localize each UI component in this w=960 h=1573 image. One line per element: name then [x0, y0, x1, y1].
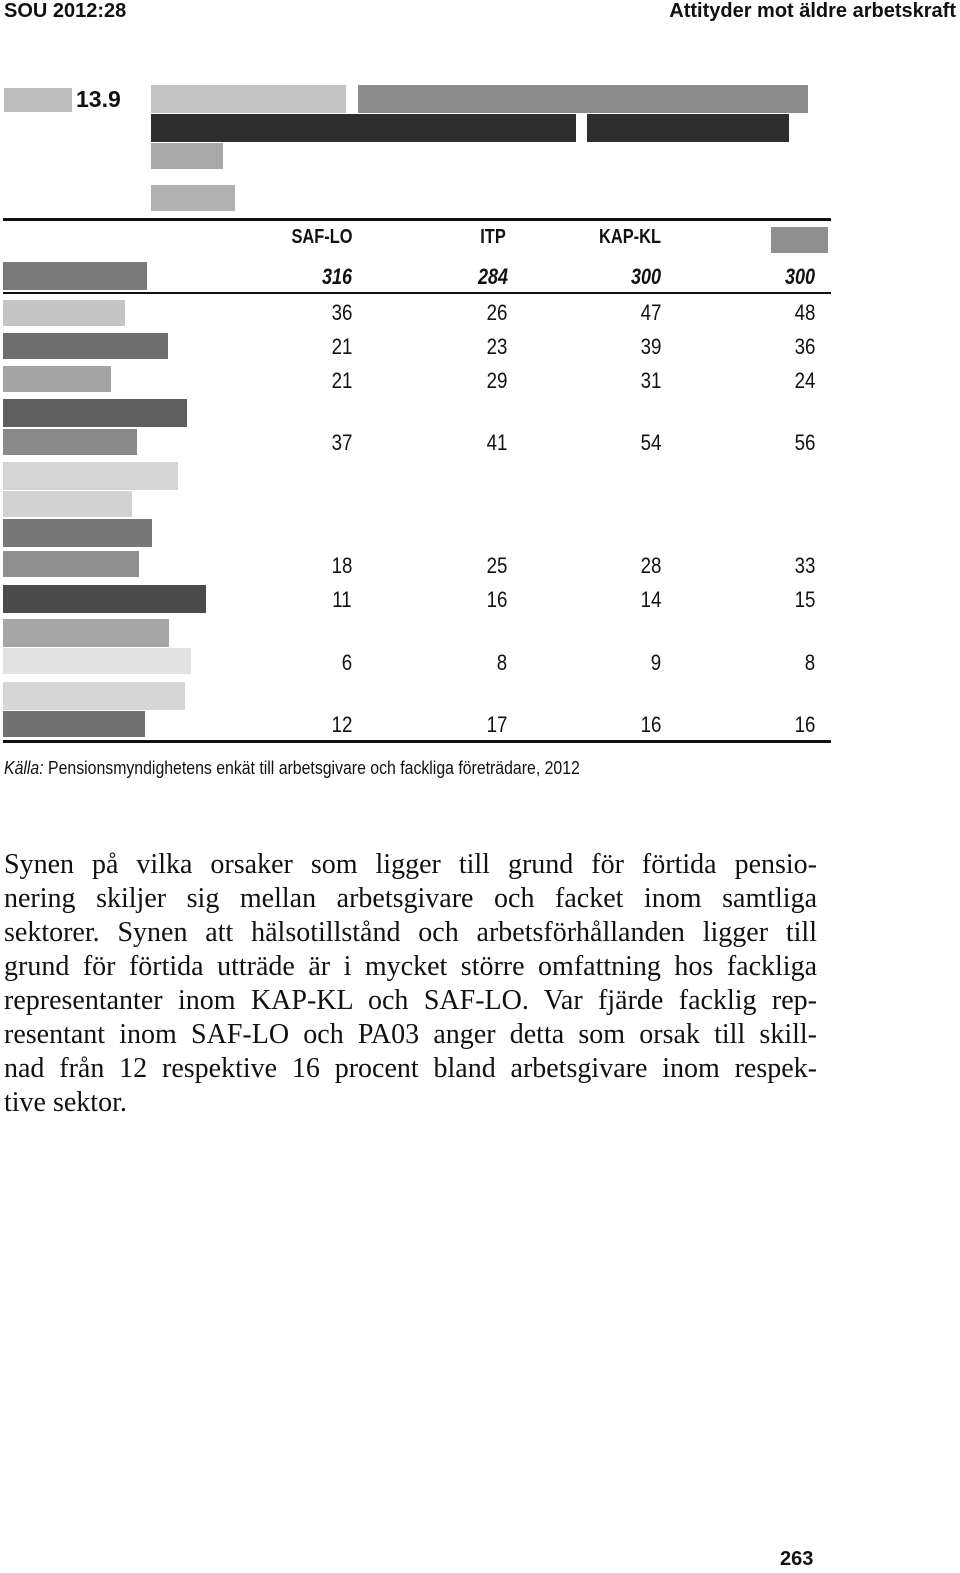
redacted-row-label-5d [3, 551, 139, 577]
n-value-col-4: 300 [784, 264, 816, 289]
redacted-title-line-2 [151, 114, 576, 142]
cell-value: 37 [331, 430, 353, 455]
header-rule [3, 292, 831, 294]
source-label: Källa: [4, 758, 44, 778]
redacted-row-label-5c [3, 519, 152, 547]
redacted-subtitle [151, 185, 235, 211]
cell-value: 15 [794, 587, 816, 612]
n-value-itp: 284 [477, 264, 509, 289]
source-text: Pensionsmyndighetens enkät till arbetsgivare och fackliga företrädare, 2012 [43, 758, 580, 778]
cell-value: 11 [332, 587, 352, 612]
cell-value: 14 [640, 587, 662, 612]
table-source-note [4, 758, 580, 779]
cell-value: 21 [331, 334, 353, 359]
cell-value: 12 [331, 712, 353, 737]
cell-value: 23 [486, 334, 508, 359]
cell-value: 56 [794, 430, 816, 455]
redacted-row-label-8b [3, 711, 145, 737]
table-top-rule [3, 218, 831, 221]
cell-value: 33 [794, 553, 816, 578]
column-header-kap-kl: KAP-KL [599, 226, 661, 248]
cell-value: 24 [794, 368, 816, 393]
running-header-right: Attityder mot äldre arbetskraft [669, 0, 956, 22]
redacted-row-label-5a [3, 462, 178, 490]
cell-value: 16 [640, 712, 662, 737]
redacted-title-line-3 [151, 143, 223, 169]
cell-value: 21 [331, 368, 353, 393]
redacted-row-label-6 [3, 585, 206, 613]
column-header-itp: ITP [480, 226, 506, 248]
cell-value: 17 [486, 712, 508, 737]
redacted-row-label-7b [3, 648, 191, 674]
redacted-row-label-7a [3, 619, 169, 647]
cell-value: 26 [486, 300, 508, 325]
n-value-saf-lo: 316 [321, 264, 353, 289]
body-line: Synen på vilka orsaker som ligger till grund för förtida pensio- [4, 849, 817, 880]
body-line: tive sektor. [4, 1087, 127, 1118]
n-value-kap-kl: 300 [630, 264, 662, 289]
column-header-saf-lo: SAF-LO [291, 226, 353, 248]
cell-value: 8 [804, 650, 816, 675]
cell-value: 47 [640, 300, 662, 325]
redacted-column-header-4 [771, 227, 828, 253]
cell-value: 36 [794, 334, 816, 359]
cell-value: 6 [341, 650, 353, 675]
cell-value: 25 [486, 553, 508, 578]
body-paragraph [4, 848, 817, 1120]
cell-value: 29 [486, 368, 508, 393]
body-line: nering skiljer sig mellan arbetsgivare och facket inom samtliga [4, 883, 817, 914]
redacted-row-label-2 [3, 333, 168, 359]
cell-value: 31 [640, 368, 662, 393]
running-header-left: SOU 2012:28 [4, 0, 127, 22]
redacted-title-line-2b [587, 114, 789, 142]
cell-value: 8 [496, 650, 508, 675]
body-line: nad från 12 respektive 16 procent bland arbetsgivare inom respek- [4, 1053, 817, 1084]
cell-value: 54 [640, 430, 662, 455]
cell-value: 18 [331, 553, 353, 578]
cell-value: 28 [640, 553, 662, 578]
redacted-row-label-4b [3, 429, 137, 455]
redacted-row-label-8a [3, 682, 185, 710]
redacted-title-line-1 [151, 85, 346, 113]
page-number: 263 [780, 1548, 814, 1570]
redacted-row-label-4a [3, 399, 187, 427]
cell-value: 36 [331, 300, 353, 325]
redacted-row-label-1 [3, 300, 125, 326]
cell-value: 39 [640, 334, 662, 359]
body-line: grund för förtida utträde är i mycket större omfattning hos fackliga [4, 951, 817, 982]
cell-value: 48 [794, 300, 816, 325]
body-line: resentant inom SAF-LO och PA03 anger detta som orsak till skill- [4, 1019, 817, 1050]
cell-value: 9 [650, 650, 662, 675]
table-number: 13.9 [76, 86, 121, 112]
redacted-row-label-5b [3, 491, 132, 517]
redacted-table-label [4, 88, 72, 112]
body-line: representanter inom KAP-KL och SAF-LO. Var fjärde facklig rep- [4, 985, 817, 1016]
table-bottom-rule [3, 740, 831, 743]
cell-value: 41 [486, 430, 508, 455]
body-line: sektorer. Synen att hälsotillstånd och arbetsförhållanden ligger till [4, 917, 817, 948]
redacted-row-label-3 [3, 366, 111, 392]
cell-value: 16 [794, 712, 816, 737]
cell-value: 16 [486, 587, 508, 612]
redacted-row-label-n [3, 262, 147, 290]
redacted-title-line-1b [358, 85, 808, 113]
